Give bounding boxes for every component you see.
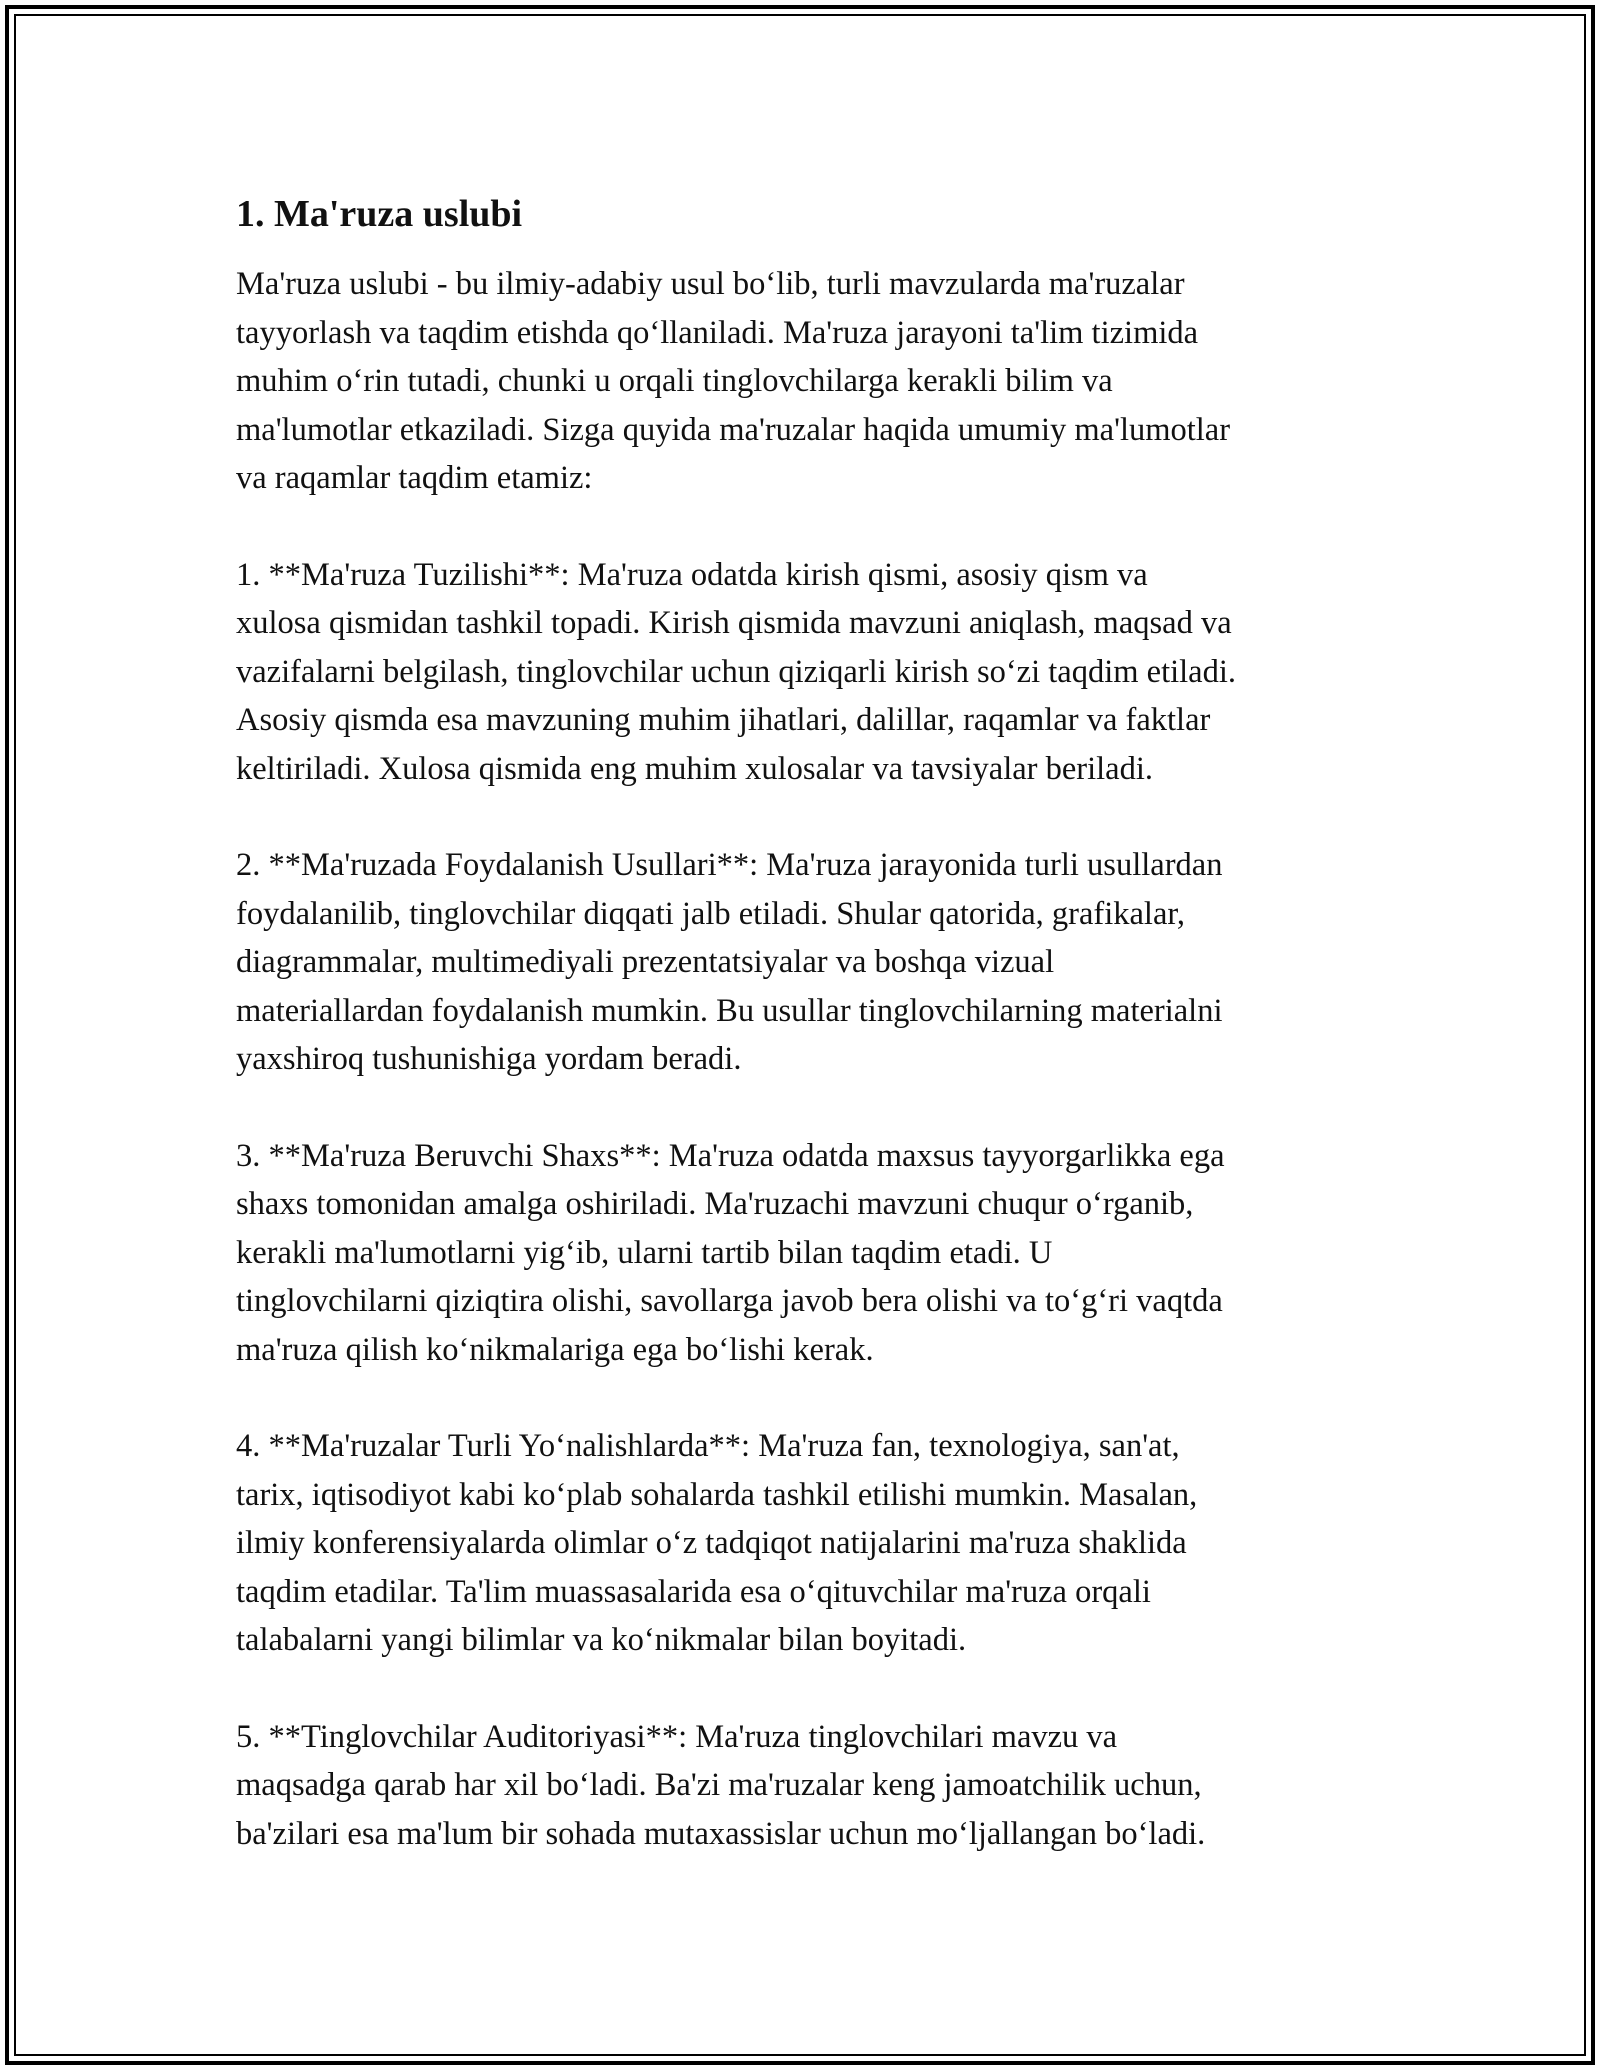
list-item-paragraph-1	[236, 551, 1376, 794]
text-line: maqsadga qarab har xil boʻladi. Ba'zi ma'ruzalar keng jamoatchilik uchun,	[236, 1767, 1202, 1803]
list-item-paragraph-4	[236, 1422, 1376, 1665]
text-line: muhim oʻrin tutadi, chunki u orqali tinglovchilarga kerakli bilim va	[236, 363, 1113, 399]
text-line: ilmiy konferensiyalarda olimlar oʻz tadqiqot natijalarini ma'ruza shaklida	[236, 1525, 1187, 1561]
text-line: shaxs tomonidan amalga oshiriladi. Ma'ruzachi mavzuni chuqur oʻrganib,	[236, 1186, 1194, 1222]
list-item-paragraph-3	[236, 1132, 1376, 1375]
text-line: diagrammalar, multimediyali prezentatsiyalar va boshqa vizual	[236, 944, 1055, 980]
list-item-paragraph-2	[236, 841, 1376, 1084]
text-line: kerakli ma'lumotlarni yigʻib, ularni tartib bilan taqdim etadi. U	[236, 1234, 1053, 1271]
text-line: tinglovchilarni qiziqtira olishi, savollarga javob bera olishi va toʻgʻri vaqtda	[236, 1283, 1223, 1319]
text-line: 3. **Ma'ruza Beruvchi Shaxs**: Ma'ruza odatda maxsus tayyorgarlikka ega	[236, 1137, 1225, 1174]
text-line: 2. **Ma'ruzada Foydalanish Usullari**: Ma'ruza jarayonida turli usullardan	[236, 847, 1223, 883]
text-line: Ma'ruza uslubi - bu ilmiy-adabiy usul boʻlib, turli mavzularda ma'ruzalar	[236, 266, 1185, 302]
document-title: 1. Ma'ruza uslubi	[236, 193, 523, 235]
text-line: tarix, iqtisodiyot kabi koʻplab sohalarda tashkil etilishi mumkin. Masalan,	[236, 1476, 1198, 1513]
list-item-paragraph-5	[236, 1713, 1376, 1859]
text-line: ma'ruza qilish koʻnikmalariga ega boʻlishi kerak.	[236, 1331, 874, 1368]
text-line: foydalanilib, tinglovchilar diqqati jalb etiladi. Shular qatorida, grafikalar,	[236, 895, 1186, 932]
text-line: materiallardan foydalanish mumkin. Bu usullar tinglovchilarning materialni	[236, 992, 1223, 1029]
text-line: 4. **Ma'ruzalar Turli Yoʻnalishlarda**: Ma'ruza fan, texnologiya, san'at,	[236, 1428, 1180, 1464]
document-body	[236, 186, 1376, 1906]
text-line: yaxshiroq tushunishiga yordam beradi.	[236, 1041, 742, 1077]
text-line: ma'lumotlar etkaziladi. Sizga quyida ma'ruzalar haqida umumiy ma'lumotlar	[236, 411, 1231, 448]
text-line: Asosiy qismda esa mavzuning muhim jihatlari, dalillar, raqamlar va faktlar	[236, 702, 1211, 738]
text-line: tayyorlash va taqdim etishda qoʻllaniladi. Ma'ruza jarayoni ta'lim tizimida	[236, 314, 1199, 351]
text-line: taqdim etadilar. Ta'lim muassasalarida esa oʻqituvchilar ma'ruza orqali	[236, 1573, 1151, 1610]
text-line: ba'zilari esa ma'lum bir sohada mutaxassislar uchun moʻljallangan boʻladi.	[236, 1815, 1206, 1852]
intro-paragraph	[236, 260, 1376, 503]
text-line: keltiriladi. Xulosa qismida eng muhim xulosalar va tavsiyalar beriladi.	[236, 750, 1153, 787]
text-line: xulosa qismidan tashkil topadi. Kirish qismida mavzuni aniqlash, maqsad va	[236, 605, 1232, 641]
text-line: 5. **Tinglovchilar Auditoriyasi**: Ma'ruza tinglovchilari mavzu va	[236, 1718, 1118, 1755]
text-line: va raqamlar taqdim etamiz:	[236, 460, 593, 496]
text-line: 1. **Ma'ruza Tuzilishi**: Ma'ruza odatda kirish qismi, asosiy qism va	[236, 556, 1148, 593]
text-line: talabalarni yangi bilimlar va koʻnikmalar bilan boyitadi.	[236, 1622, 967, 1658]
text-line: vazifalarni belgilash, tinglovchilar uchun qiziqarli kirish soʻzi taqdim etiladi.	[236, 653, 1236, 690]
